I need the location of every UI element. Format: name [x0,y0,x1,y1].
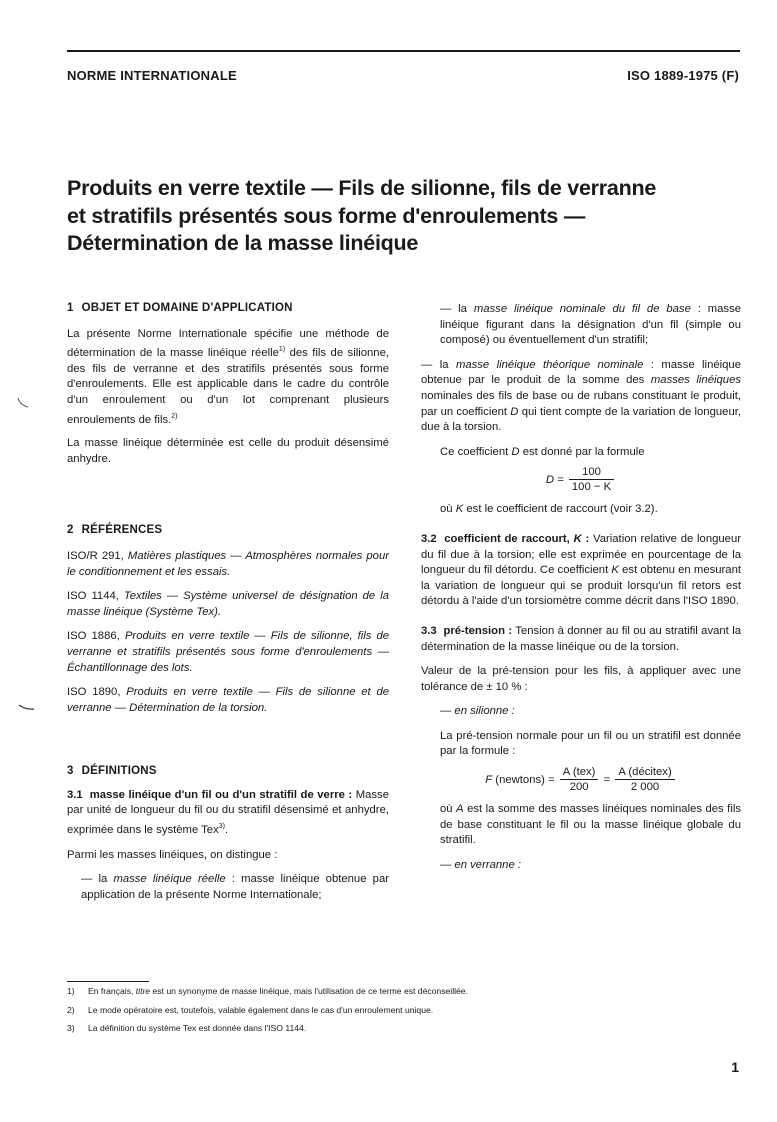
title-line-1: Produits en verre textile — Fils de silionne, fils de verranne [67,176,657,200]
definitions-intro: Parmi les masses linéiques, on distingue : [67,848,278,861]
page-number: 1 [731,1059,739,1075]
reference-item: ISO/R 291, Matières plastiques — Atmosphères normales pour le conditionnement et les essais. [67,549,390,578]
pretension-formula-intro: La pré-tension normale pour un fil ou un stratifil est donnée par la formule : [440,729,741,758]
k-explanation: où K est le coefficient de raccourt (voir 3.2). [440,503,658,516]
definition-3-2: 3.2 coefficient de raccourt, K : Variation relative de longueur du fil due à la torsion; elle est exprimée en pourcentage de la longueur du fil détordu. Ce coefficient K est obtenu en mesurant la variation de longueur qui se produit lorsqu'un fil retors est détordu à l'aide d'un torsiomètre comme décrit dans l'ISO 1890. [421,532,742,608]
header-standard-number: ISO 1889-1975 (F) [627,68,739,83]
footnote-3: 3) La définition du système Tex est donnée dans l'ISO 1144. [67,1023,307,1033]
scan-mark [16,396,30,410]
title-line-3: Détermination de la masse linéique [67,231,419,255]
header-standard-type: NORME INTERNATIONALE [67,68,237,83]
formula-d: D = $\frac{100}{100 - K}$ [421,466,741,494]
definition-list-item: — la masse linéique nominale du fil de base : masse linéique figurant dans la désignation d'un fil (simple ou composé) ou éventuellement d'un stratifil; [440,303,741,347]
section-1-paragraph-1: La présente Norme Internationale spécifie une méthode de détermination de la masse linéique réelle$^{1)}$ des fils de silionne, des fils de verranne et des stratifils présentés sous forme d'enroulements. Elle est applicable dans le cadre du contrôle d'un enroulement ou d'un lot comprenant plusieurs enroulements de fils.$^{2)}$ [67,327,389,426]
formula-f: F (newtons) = $\frac{\text{A (tex)}}{200}$ = $\frac{\text{A (décitex)}}{2 000}$ [421,766,741,794]
left-column [67,301,389,903]
reference-item: ISO 1886, Produits en verre textile — Fils de silionne, fils de verranne et stratifils présentés sous forme d'enroulements — Échantillonnage des lots. [67,630,390,674]
footnote-rule [67,981,149,982]
verranne-item: — en verranne : [440,858,522,871]
right-column [421,302,741,873]
scan-mark [18,702,36,712]
document-title [67,175,747,258]
pretension-values: Valeur de la pré-tension pour les fils, à appliquer avec une tolérance de ± 10 % : [421,665,741,693]
section-1-heading: 1 OBJET ET DOMAINE D'APPLICATION [67,302,293,314]
footnote-1: 1) En français, titre est un synonyme de masse linéique, mais l'utilisation de ce terme est déconseillée. [67,986,468,996]
section-1-paragraph-2: La masse linéique déterminée est celle du produit désensimé anhydre. [67,437,389,465]
definition-3-1: 3.1 masse linéique d'un fil ou d'un stratifil de verre : Masse par unité de longueur du fil ou du stratifil désensimé et anhydre, exprimée dans le système Tex$^{3)}$. [67,788,389,837]
a-explanation: où A est la somme des masses linéiques nominales des fils de base constituant le fil ou la masse linéique globale du stratifil. [440,803,741,847]
reference-item: ISO 1890, Produits en verre textile — Fils de silionne et de verranne — Détermination de la torsion. [67,686,390,714]
definition-3-3: 3.3 pré-tension : Tension à donner au fil ou au stratifil avant la détermination de la masse linéique ou de la torsion. [421,624,741,653]
section-2-heading: 2 RÉFÉRENCES [67,524,163,537]
title-line-2: et stratifils présentés sous forme d'enroulements — [67,203,586,228]
silionne-item: — en silionne : [440,705,515,718]
definition-list-item: — la masse linéique théorique nominale : masse linéique obtenue par le produit de la somme des masses linéiques nominales des fils de base ou de rubans constituant le produit, par un coefficient D qui tient compte de la variation de longueur, due à la torsion. [421,358,742,434]
definition-list-item: — la masse linéique réelle : masse linéique obtenue par application de la présente Norme Internationale; [81,873,389,901]
top-rule [67,50,740,52]
coefficient-d-intro: Ce coefficient D est donné par la formule [440,445,645,458]
section-3-heading: 3 DÉFINITIONS [67,765,157,778]
footnote-2: 2) Le mode opératoire est, toutefois, valable également dans le cas d'un enroulement unique. [67,1005,434,1015]
reference-item: ISO 1144, Textiles — Système universel de désignation de la masse linéique (Système Tex). [67,590,390,618]
